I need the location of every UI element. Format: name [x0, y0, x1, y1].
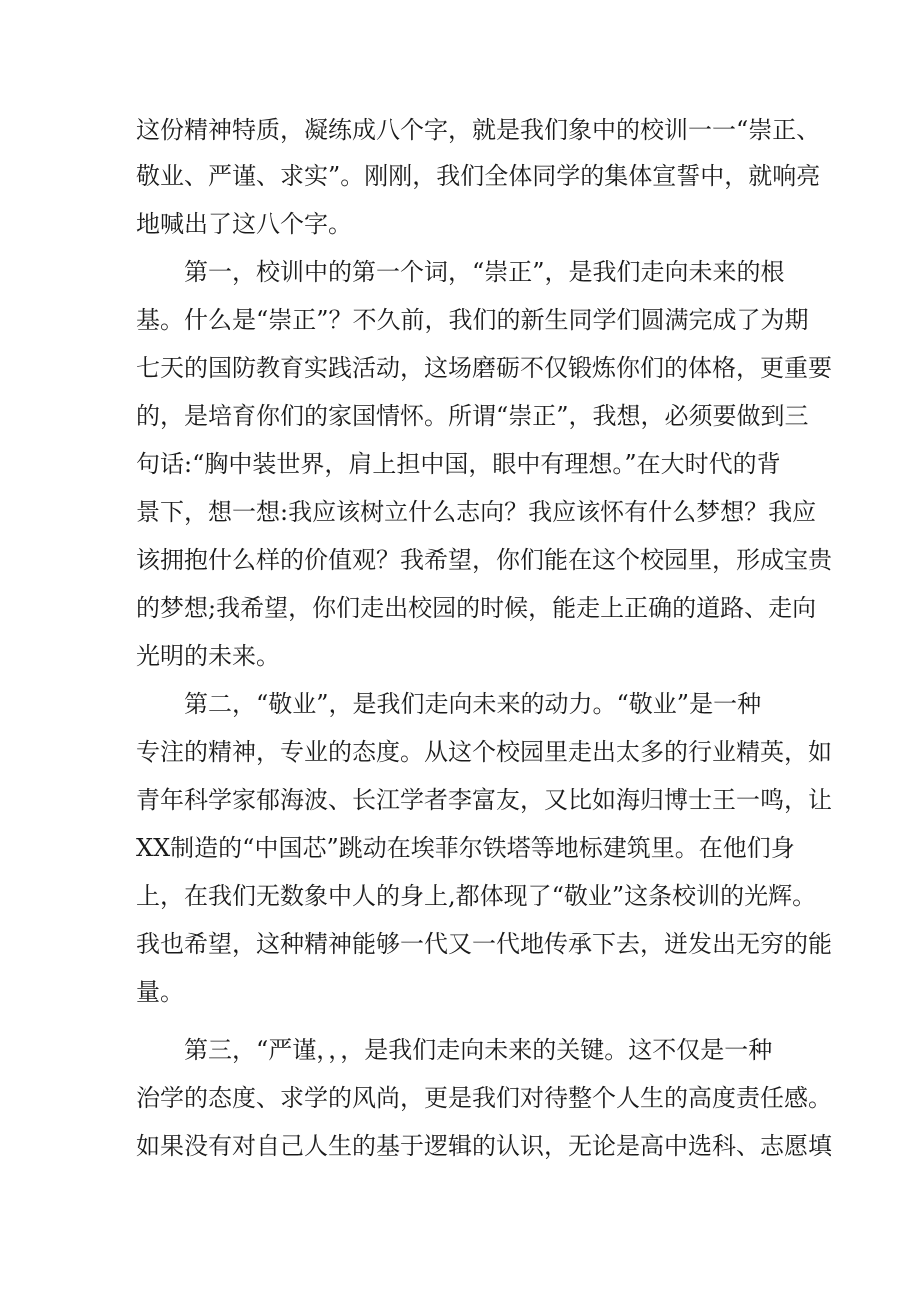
paragraph-3-line-4: XX制造的“中国芯”跳动在埃菲尔铁塔等地标建筑里。在他们身 — [136, 834, 795, 862]
paragraph-3-line-2: 专注的精神，专业的态度。从这个校园里走出太多的行业精英，如 — [136, 738, 832, 766]
paragraph-2-line-1: 第一，校训中的第一个词，“崇正”，是我们走向未来的根 — [184, 258, 785, 286]
paragraph-2-line-9: 光明的未来。 — [136, 642, 280, 670]
paragraph-1-line-1: 这份精神特质，凝练成八个字，就是我们象中的校训一一“崇正、 — [136, 116, 821, 144]
paragraph-1-line-3: 地喊出了这八个字。 — [136, 210, 352, 238]
paragraph-3-line-3: 青年科学家郁海波、长江学者李富友，又比如海归博士王一鸣，让 — [136, 786, 832, 814]
paragraph-2-line-4: 的，是培育你们的家国情怀。所谓“崇正”，我想，必须要做到三 — [136, 402, 809, 430]
paragraph-2-line-5: 句话:“胸中装世界，肩上担中国，眼中有理想。”在大时代的背 — [136, 450, 781, 478]
paragraph-2-line-8: 的梦想;我希望，你们走出校园的时候，能走上正确的道路、走向 — [136, 594, 817, 622]
paragraph-2-line-2: 基。什么是“崇正”？不久前，我们的新生同学们圆满完成了为期 — [136, 306, 809, 334]
paragraph-4-line-2: 治学的态度、求学的风尚，更是我们对待整个人生的高度责任感。 — [136, 1084, 832, 1112]
paragraph-3-line-5: 上，在我们无数象中人的身上,都体现了“敬业”这条校训的光辉。 — [136, 882, 817, 910]
paragraph-1-line-2: 敬业、严谨、求实”。刚刚，我们全体同学的集体宣誓中，就响亮 — [136, 162, 821, 190]
paragraph-3-line-1: 第二，“敬业”，是我们走向未来的动力。“敬业”是一种 — [184, 690, 762, 718]
paragraph-3-line-7: 量。 — [136, 978, 184, 1006]
paragraph-4-line-1: 第三，“严谨，，，是我们走向未来的关键。这不仅是一种 — [184, 1036, 773, 1064]
paragraph-2-line-6: 景下，想一想:我应该树立什么志向？我应该怀有什么梦想？我应 — [136, 498, 817, 526]
paragraph-3-line-6: 我也希望，这种精神能够一代又一代地传承下去，迸发出无穷的能 — [136, 930, 832, 958]
paragraph-4-line-3: 如果没有对自己人生的基于逻辑的认识，无论是高中选科、志愿填 — [136, 1132, 832, 1160]
paragraph-2-line-3: 七天的国防教育实践活动，这场磨砺不仅锻炼你们的体格，更重要 — [136, 354, 832, 382]
paragraph-2-line-7: 该拥抱什么样的价值观？我希望，你们能在这个校园里，形成宝贵 — [136, 546, 832, 574]
